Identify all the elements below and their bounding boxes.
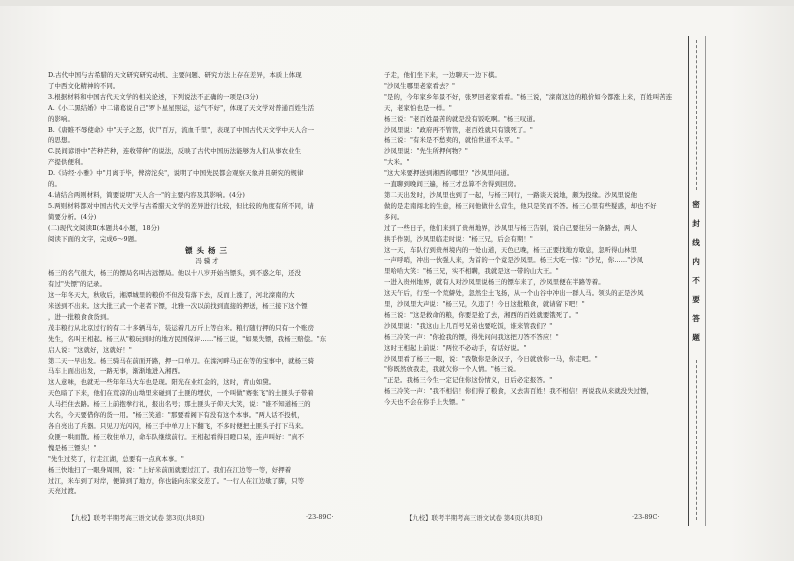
story-line: 杨三说："老百姓最苦的就是没有饭吃啊。"杨三叹道。 — [384, 114, 540, 123]
story-line: ，进一批粮食食货到。 — [48, 312, 113, 321]
story-line: "这大米要押送到湘西的哪里？"沙凤里问道。 — [384, 169, 514, 178]
story-line: 天亮过渡。 — [48, 487, 81, 496]
story-line: 米送到不出来。这大批三武一个老者下镖，北雅一次以前找到直接的押送，杨三接下这个镖 — [48, 302, 308, 311]
text-line: D.《诗经·小雅》中"月离于毕，俾滂沱矣"，说明了中国先民都会观察天象并且研究的规律 — [48, 169, 304, 178]
right-footer-code: ·23-89C· — [632, 513, 660, 521]
story-line: 一进入贵州地界，就有人对沙凤里说杨三的镖车来了，沙凤里便在半路等着。 — [384, 278, 605, 287]
seal-char: 要 — [692, 295, 700, 304]
left-column — [48, 70, 368, 497]
story-title: 镖头杨三 — [185, 245, 231, 255]
text-line: 5.两则材料都对中国古代天文学与古希腊天文学的差异进行比较，但比较的角度有所不同，请 — [48, 201, 314, 210]
story-line: 这一年冬天大，秋收后，湘潭城里的粮价不但没有落下去，反而上涨了，河北滦南的大 — [48, 291, 295, 300]
story-line: 杨三冷笑一声："我不相信！你们得了粮食，又去害百姓！我不相信！再说我从来就没失过镖， — [384, 387, 654, 396]
text-line: 简要分析。(4分) — [48, 212, 97, 221]
text-line: (二)现代文阅读Ⅱ(本题共4小题，18分) — [48, 223, 160, 232]
story-line: 人马拦住去路。杨三上前抱拳行礼，报出名号；那土匪头子仰天大笑，说："谁不知道杨三的 — [48, 400, 311, 409]
story-line: 天色暗了下来，他们在荒凉的山坳里来碰到了土匪的埋伏，一个叫做"赛张飞"的土匪头子带着 — [48, 389, 314, 398]
left-footer-code: ·23-89C· — [306, 513, 334, 521]
story-line: 第二天一早出发。杨三骑马在前面开路，押一口单刀。在滦河畔马正在等的宝事中，就杨三骑 — [48, 356, 315, 365]
question-block — [48, 70, 368, 245]
story-line: "是的，今年家乡年景不好，张罗回老家看看。"杨三说，"滦南这边的粮价如今都涨上来，百姓叫苦连 — [384, 92, 673, 101]
story-line: 今天也不会在你手上失镖。" — [384, 398, 465, 407]
text-line: 4.请结合两则材料，简要说明"天人合一"的主要内容及其影响。(4分) — [48, 190, 245, 199]
story-line: 这一天，车队行到贵州境内的一处山道，天色已晚，杨三正要找地方歇息，忽听得山林里 — [384, 245, 638, 254]
story-line: 一声呼哨，冲出一伙强人来，为首的一个竟是沙凤里。杨三大吃一惊："沙兄，你……"沙凤 — [384, 256, 644, 265]
right-column — [384, 70, 686, 408]
story-line: 愧是杨三镖头！" — [48, 443, 97, 452]
text-line: A.《小二黑结婚》中二诸葛说自己"罗卜星星照运，运气不好"，体现了天文学对普通百姓生活 — [48, 103, 315, 112]
story-line: "你既然放我走，我就欠你一个人情。"杨三说。 — [384, 365, 520, 374]
text-line: 阅读下面的文字，完成6～9题。 — [48, 234, 141, 243]
story-line: 有过"失镖"的记录。 — [48, 280, 107, 289]
text-line: 的影响。 — [48, 114, 74, 123]
seal-char: 密 — [692, 200, 700, 209]
story-line: 多问。 — [384, 212, 404, 221]
story-line: 第二天出发时，沙凤里也到了一起，与杨三同行，一路谈天说地，颇为投缘。沙凤里说他 — [384, 190, 638, 199]
story-continued-text — [384, 70, 686, 408]
text-line: 3.根据材料和中国古代天文学的相关论述，下列说法不正确的一项是(3分) — [48, 92, 259, 101]
story-line: 沙凤里说："政府再不管管，老百姓就只有饿死了。" — [384, 125, 533, 134]
seal-char: 内 — [692, 257, 700, 266]
text-line: 的。 — [48, 180, 61, 189]
story-line: 子走，他们坐下来，一边聊天一边下棋。 — [384, 71, 501, 79]
text-line: D.古代中国与古希腊的天文研究研究动机、主要问题、研究方法上存在差异，本质上体现 — [48, 71, 302, 79]
story-line: 这人意味，也就无一些年年马大车也是现。阳光在业红金的，这时，青山如黛。 — [48, 378, 276, 387]
story-line: 先生，名叫王相起。杨三从"粮玩到时的地方民国保评……"杨三说，"如果失镖，我杨三赔偿。"东 — [48, 334, 327, 343]
seal-char: 题 — [692, 333, 700, 342]
story-line: "正是。我杨三今生一定记住你这份情义，日后必定报答。" — [384, 376, 553, 385]
story-line: "沙凤生哪里老家看去？" — [384, 81, 455, 90]
story-line: 里，沙凤里大声说："杨三兄，久违了！今日这批粮食，就请留下吧！" — [384, 300, 585, 309]
text-line: 了中西文化精神的不同。 — [48, 81, 120, 90]
story-line: 杨三说："有米是不愁卖的，就怕世道不太平。" — [384, 136, 520, 145]
left-footer-page: 【九校】联考半期考高三语文试卷 第3页(共8页) — [68, 514, 205, 522]
story-author: 冯骥才 — [195, 257, 221, 266]
story-line: 一直聊到晚间三遍，杨三才总算不舍得到回房。 — [384, 180, 521, 189]
story-line: 这时王相起上前说："两位不必动手，有话好说。" — [384, 343, 527, 352]
story-line: 沙凤里说："先生所押何物？" — [384, 147, 468, 156]
scan-edge — [0, 0, 794, 6]
story-line: 拱手作别，沙凤里临走时说："杨三兄，后会有期！" — [384, 234, 533, 243]
seal-line-text — [689, 195, 703, 347]
story-line: 众匪一哄而散。杨三收住单刀，命车队继续前行。王相起看得目瞪口呆，连声叫好："真不 — [48, 432, 305, 441]
story-line: 杨三快地扫了一眼身周围，说："上好米前面就要过江了。我们在江边等一等，好押着 — [48, 465, 292, 474]
seal-dash-bottom — [696, 360, 697, 520]
story-line: 做的是走南闯北的生意，杨三问他做什么营生，他只是笑而不答。杨三心里有些疑惑，却也不好 — [384, 201, 657, 210]
story-line: "大米。" — [384, 158, 410, 167]
story-line: 大名，今天要借你的货一用。"杨三笑道："那要看阁下有没有这个本事。"两人话不投机， — [48, 411, 304, 420]
story-line: 马车上面出出发，一路无事，渐渐地进入湘西。 — [48, 367, 185, 376]
seal-char: 答 — [692, 314, 700, 323]
story-line: 沙凤里说："我这山上几百号兄弟也要吃饭，谁来管我们？" — [384, 321, 553, 330]
story-line: 杨三的名气很大，杨三的镖局名叫古远镖局。他以十八岁开始当镖头，到不惑之年，还没 — [48, 269, 302, 278]
story-line: 过江，米车到了对岸，便算到了地方，你也能向东家交差了。"一行人在江边歇了脚，只等 — [48, 476, 305, 485]
story-line: 各自亮出了兵器。只见刀光闪闪，杨三手中单刀上下翻飞，不多时便把土匪头子打下马来。 — [48, 422, 308, 430]
seal-char: 线 — [692, 238, 700, 247]
right-footer-page: 【九校】联考半期考高三语文试卷 第4页(共8页) — [406, 514, 543, 522]
story-line: 杨三说："这是救命的粮，你要是抢了去，湘西的百姓就要饿死了。" — [384, 310, 579, 319]
story-text — [48, 268, 368, 497]
story-line: 这天午后，行至一个荒僻处，忽然尘土飞扬，从一个山谷中冲出一群人马。领头的正是沙凤 — [384, 289, 644, 298]
story-line: 杨三冷笑一声："你抢我的镖，得先问问我这把刀答不答应！" — [384, 332, 559, 341]
text-line: 的思想。 — [48, 136, 74, 145]
story-line: 天，老家怕也是一样。" — [384, 103, 452, 112]
text-line: B.《唐睢不辱使命》中"天子之怒，伏尸百万，流血千里"，表现了中国古代天文学中天人合一 — [48, 125, 315, 134]
story-line: 里哈哈大笑："杨三兄，实不相瞒，我就是这一带的山大王。" — [384, 267, 559, 276]
text-line: 产提供便利。 — [48, 158, 87, 167]
seal-dash-top — [696, 40, 697, 190]
text-line: C.民间谚语中"芒种芒种，连收带种"的说法，反映了古代中国历法能够为人们从事农业生 — [48, 147, 302, 156]
story-line: 启人说："这就好，这就好！" — [48, 345, 132, 354]
story-line: 过了一些日子，他们来到了贵州地界，沙凤里与杨三告别，说自己要往另一条路去，两人 — [384, 223, 638, 232]
story-line: 沙凤里看了杨三一眼，说："我敬你是条汉子，今日就放你一马，你走吧。" — [384, 354, 598, 363]
story-line: 茂丰粮行从北京过行的有二十多辆马车，装运着几万斤上等白米。粮行随行押的只有一个账房 — [48, 323, 315, 332]
seal-char: 封 — [692, 219, 700, 228]
seal-char: 不 — [692, 276, 700, 285]
story-line: "先生过奖了，行走江湖，总要有一点真本事。" — [48, 454, 184, 463]
